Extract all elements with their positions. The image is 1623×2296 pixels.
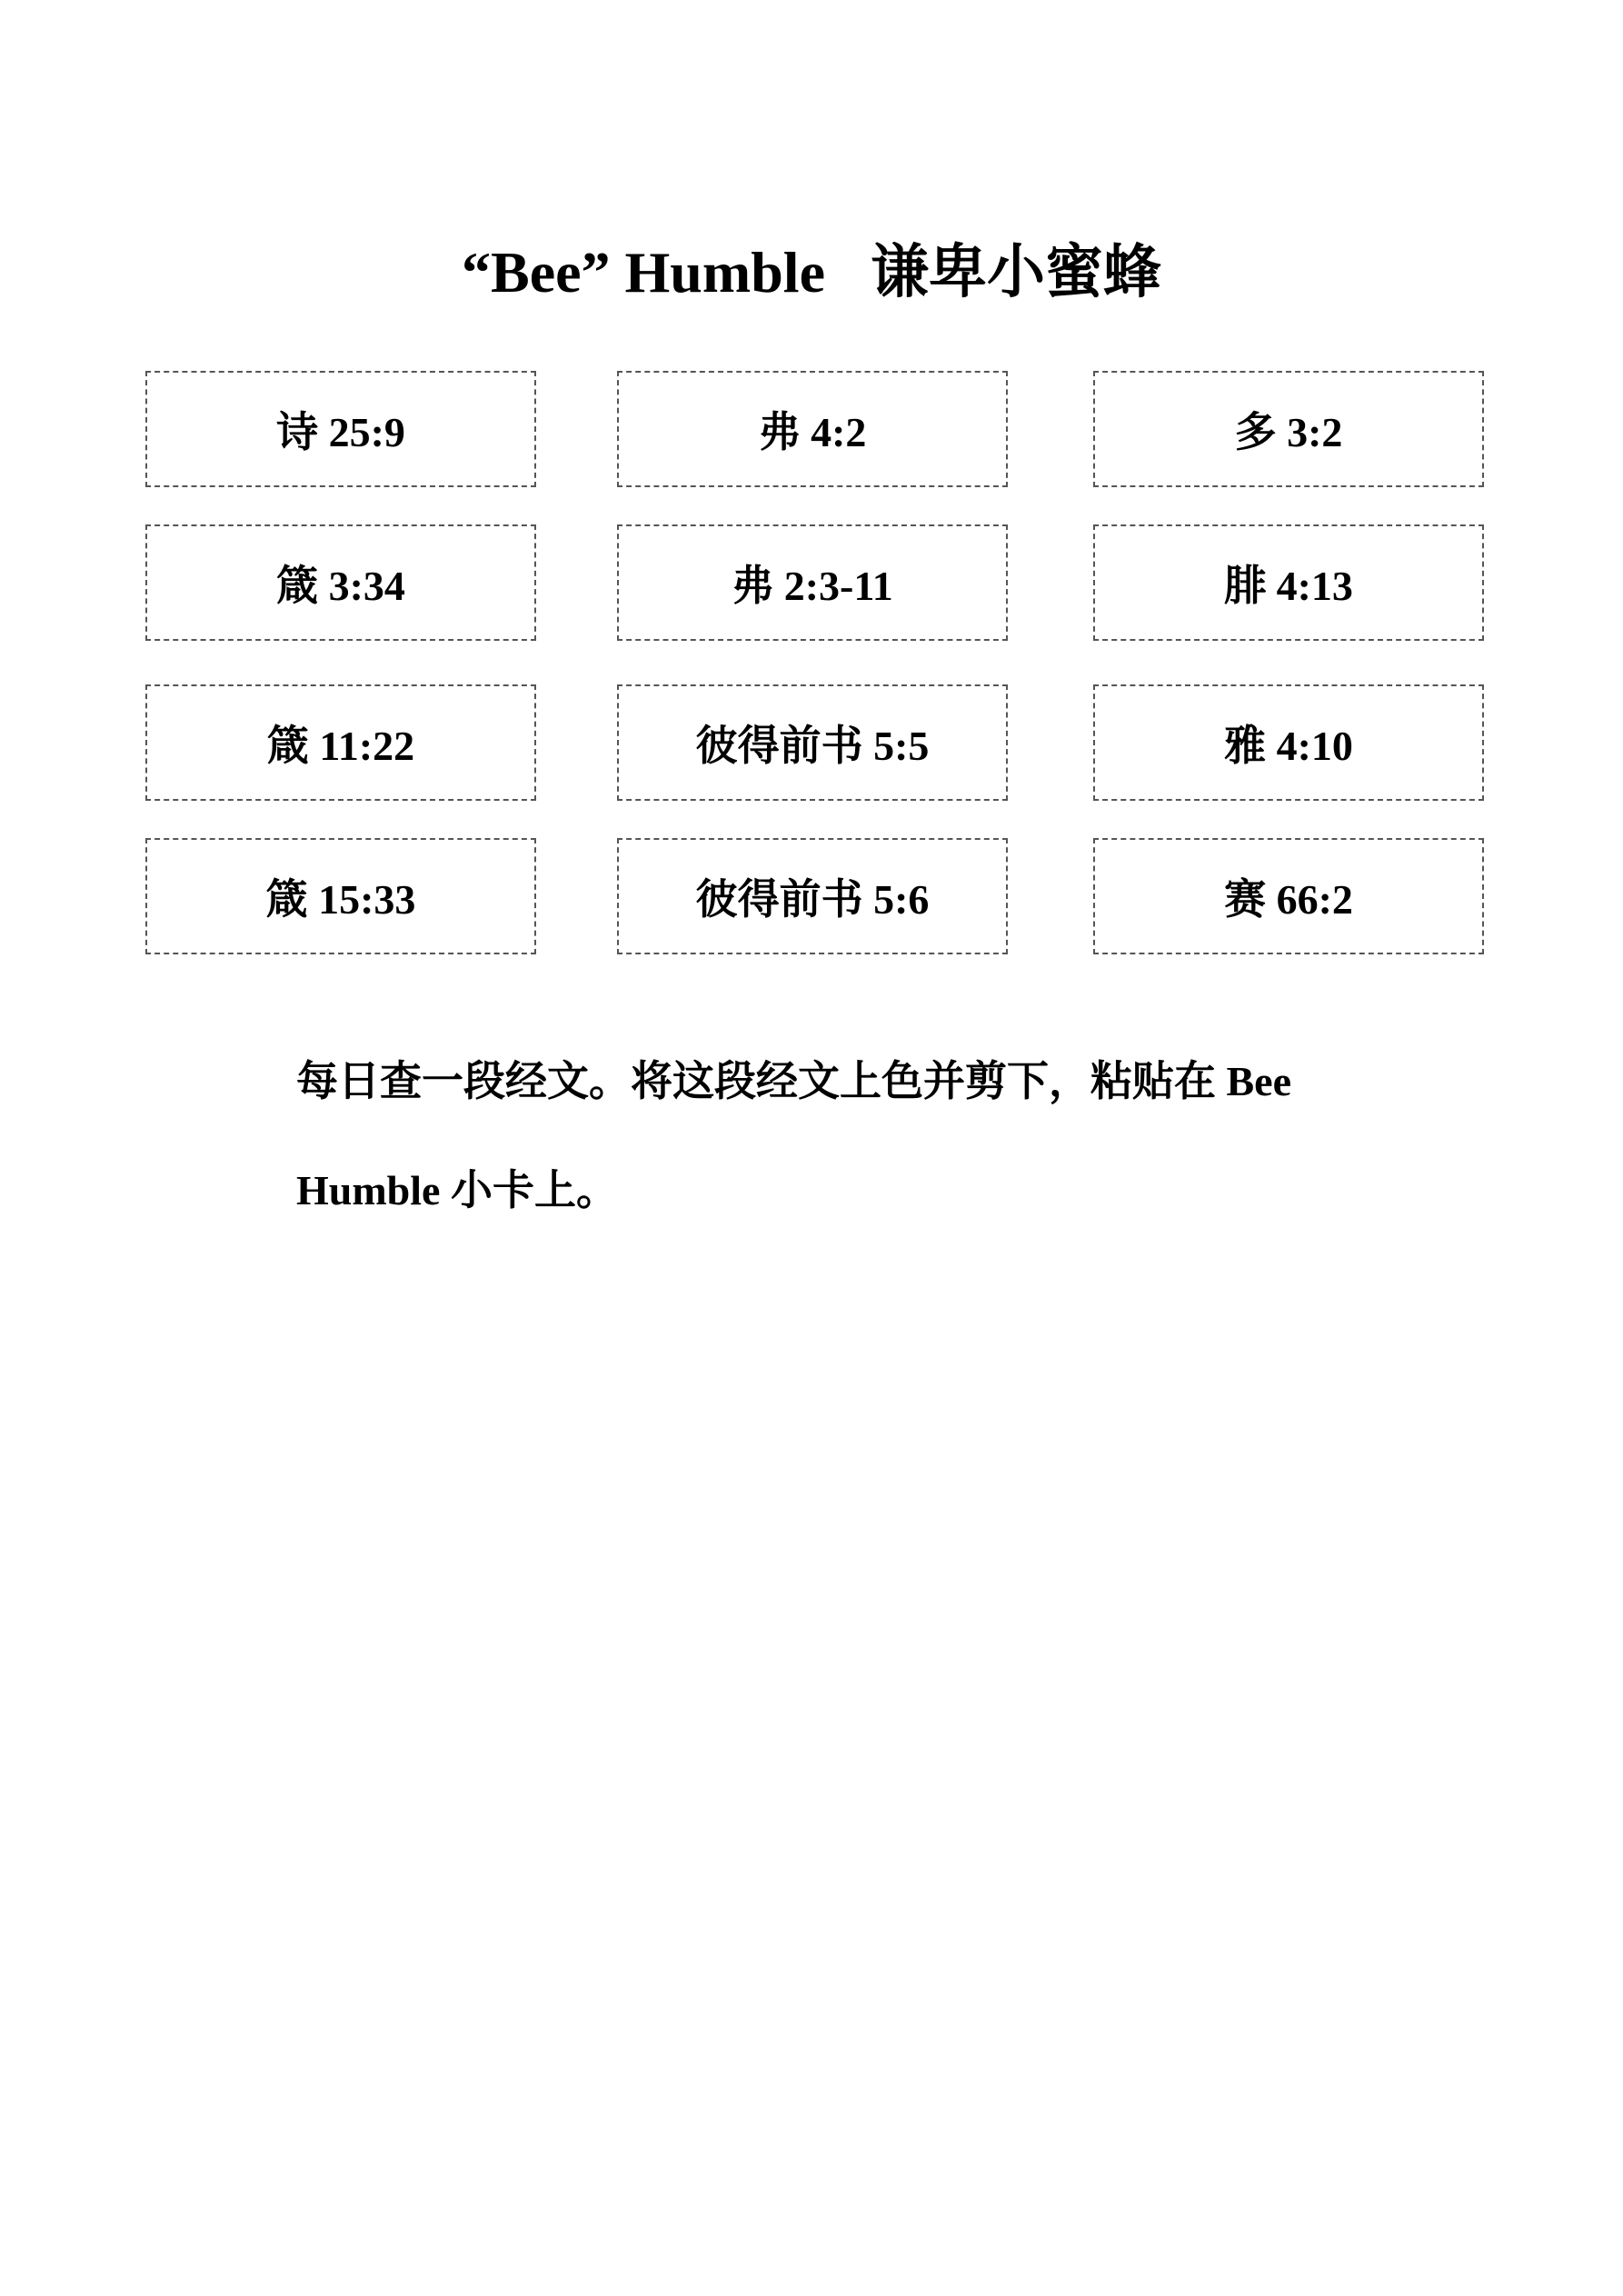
instruction-text <box>296 1027 1387 1245</box>
verse-card: 多 3:2 <box>1093 371 1484 487</box>
instruction-line-2: Humble 小卡上。 <box>296 1167 618 1213</box>
verse-card: 彼得前书 5:5 <box>617 684 1008 801</box>
verse-card: 腓 4:13 <box>1093 524 1484 641</box>
verse-card: 弗 2:3-11 <box>617 524 1008 641</box>
verse-card: 赛 66:2 <box>1093 838 1484 954</box>
instruction-line-1: 每日查一段经文。将这段经文上色并剪下，粘贴在 Bee <box>296 1058 1292 1104</box>
page-title <box>0 232 1623 314</box>
verse-card: 彼得前书 5:6 <box>617 838 1008 954</box>
title-chinese: 谦卑小蜜蜂 <box>870 240 1161 304</box>
title-english: “Bee” Humble <box>462 240 825 304</box>
verse-card: 雅 4:10 <box>1093 684 1484 801</box>
verse-card: 箴 3:34 <box>145 524 536 641</box>
verse-card: 弗 4:2 <box>617 371 1008 487</box>
verse-card: 诗 25:9 <box>145 371 536 487</box>
verse-card: 箴 11:22 <box>145 684 536 801</box>
verse-card: 箴 15:33 <box>145 838 536 954</box>
